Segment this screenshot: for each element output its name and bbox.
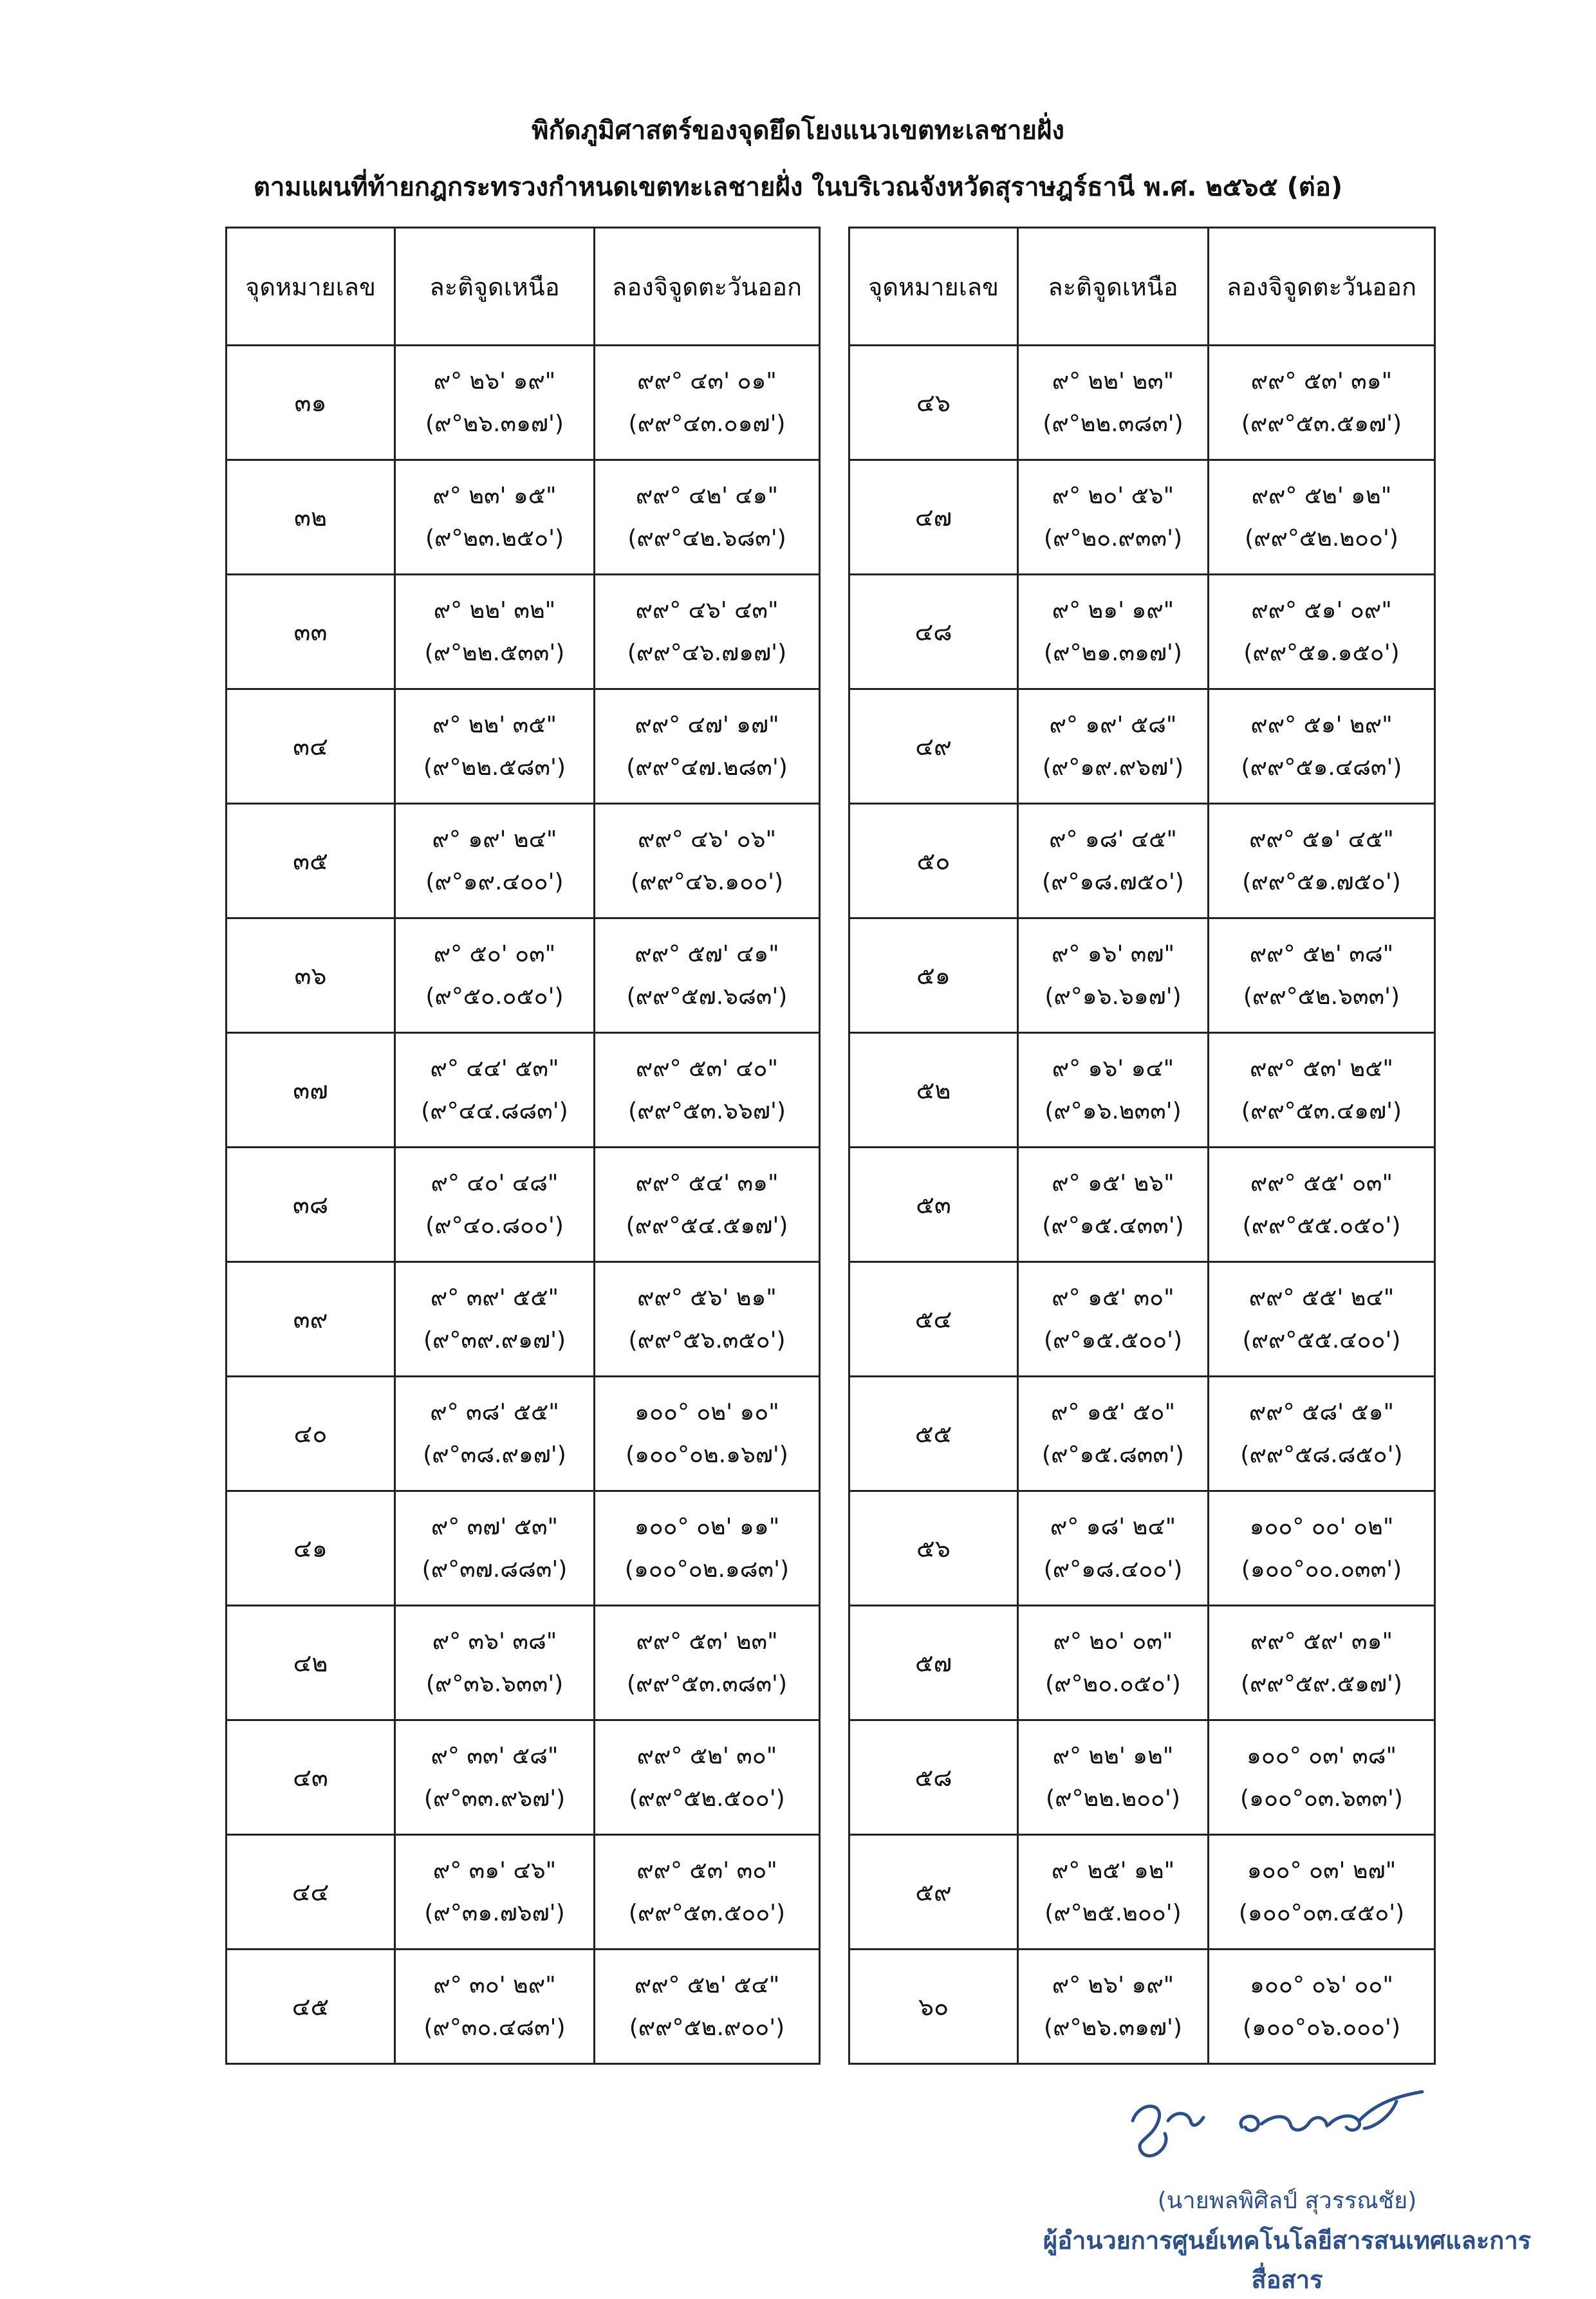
latitude-dms: ๙° ๑๕' ๒๖" [1052, 1169, 1174, 1196]
longitude-dms: ๙๙° ๕๒' ๓๘" [1249, 940, 1394, 967]
latitude-dms: ๙° ๓๙' ๕๕" [430, 1284, 559, 1311]
latitude-dms: ๙° ๒๒' ๑๒" [1052, 1742, 1174, 1769]
longitude-decimal: (๙๙°๕๓.๓๘๓') [626, 1670, 787, 1697]
point-number: ๔๔ [227, 1835, 395, 1950]
point-number: ๓๓ [227, 575, 395, 689]
latitude-cell [1018, 1377, 1209, 1491]
point-number: ๓๘ [227, 1148, 395, 1262]
latitude-dms: ๙° ๒๕' ๑๒" [1051, 1857, 1175, 1884]
longitude-decimal: (๙๙°๕๑.๗๕๐') [1242, 868, 1401, 895]
point-number: ๔๑ [227, 1491, 395, 1606]
longitude-decimal: (๑๐๐°๐๖.๐๐๐') [1243, 2014, 1400, 2041]
table-row [227, 1377, 820, 1491]
longitude-dms: ๙๙° ๕๕' ๐๓" [1250, 1169, 1393, 1196]
longitude-cell [1209, 1262, 1435, 1377]
latitude-decimal: (๙°๓๘.๙๑๗') [423, 1441, 566, 1468]
point-number: ๔๖ [849, 346, 1018, 460]
latitude-decimal: (๙°๓๙.๙๑๗') [423, 1326, 566, 1354]
longitude-dms: ๑๐๐° ๐๖' ๐๐" [1250, 1971, 1393, 1998]
point-number: ๓๗ [227, 1033, 395, 1148]
longitude-dms: ๙๙° ๕๓' ๓๑" [1250, 368, 1393, 395]
latitude-dms: ๙° ๒๒' ๒๓" [1052, 368, 1174, 395]
latitude-cell [1018, 1262, 1209, 1377]
longitude-dms: ๙๙° ๕๒' ๕๔" [634, 1971, 780, 1998]
longitude-cell [595, 1606, 820, 1720]
handwritten-signature [1120, 2082, 1480, 2166]
point-number: ๕๘ [849, 1720, 1018, 1835]
latitude-decimal: (๙°๑๖.๒๓๓') [1044, 1097, 1182, 1124]
table-row [849, 804, 1435, 918]
latitude-dms: ๙° ๒๐' ๕๖" [1052, 482, 1174, 509]
latitude-dms: ๙° ๔๐' ๔๘" [431, 1169, 559, 1196]
latitude-decimal: (๙°๒๒.๒๐๐') [1046, 1785, 1180, 1812]
point-number: ๕๗ [849, 1606, 1018, 1720]
longitude-cell [1209, 1720, 1435, 1835]
point-number: ๔๒ [227, 1606, 395, 1720]
latitude-decimal: (๙°๒๒.๕๘๓') [423, 754, 566, 781]
longitude-dms: ๑๐๐° ๐๒' ๑๑" [634, 1513, 780, 1540]
longitude-decimal: (๙๙°๕๔.๕๑๗') [626, 1212, 788, 1239]
longitude-decimal: (๙๙°๕๕.๔๐๐') [1242, 1326, 1401, 1354]
page-title: พิกัดภูมิศาสตร์ของจุดยึดโยงแนวเขตทะเลชายฝั่ง [532, 116, 1064, 145]
table-row [227, 1606, 820, 1720]
latitude-dms: ๙° ๑๖' ๑๔" [1052, 1055, 1174, 1082]
table-row [849, 1491, 1435, 1606]
latitude-decimal: (๙°๓๐.๔๘๓') [423, 2014, 566, 2041]
latitude-decimal: (๙°๑๙.๔๐๐') [425, 868, 564, 895]
longitude-decimal: (๑๐๐°๐๒.๑๖๗') [626, 1441, 788, 1468]
header-point-number: จุดหมายเลข [227, 228, 395, 346]
longitude-decimal: (๙๙°๕๕.๐๕๐') [1242, 1212, 1401, 1239]
longitude-decimal: (๙๙°๕๓.๕๑๗') [1241, 410, 1402, 437]
table-row [849, 1262, 1435, 1377]
longitude-decimal: (๙๙°๕๓.๖๖๗') [628, 1097, 786, 1124]
longitude-cell [1209, 1950, 1435, 2064]
latitude-cell [395, 1606, 595, 1720]
longitude-decimal: (๙๙°๕๗.๖๘๓') [626, 983, 788, 1010]
latitude-dms: ๙° ๓๗' ๕๓" [431, 1513, 559, 1540]
longitude-cell [1209, 575, 1435, 689]
point-number: ๕๑ [849, 918, 1018, 1033]
latitude-decimal: (๙°๒๓.๒๕๐') [425, 525, 564, 552]
latitude-decimal: (๙°๔๔.๘๘๓') [421, 1097, 568, 1124]
latitude-cell [1018, 346, 1209, 460]
latitude-dms: ๙° ๓๐' ๒๙" [433, 1971, 556, 1998]
latitude-cell [1018, 1950, 1209, 2064]
longitude-dms: ๙๙° ๔๖' ๐๖" [638, 826, 776, 853]
table-header-row [227, 228, 820, 346]
longitude-decimal: (๙๙°๕๘.๘๕๐') [1240, 1441, 1403, 1468]
longitude-cell [1209, 1835, 1435, 1950]
latitude-decimal: (๙°๓๗.๘๘๓') [422, 1556, 568, 1583]
point-number: ๕๖ [849, 1491, 1018, 1606]
longitude-dms: ๙๙° ๔๖' ๔๓" [635, 597, 779, 624]
longitude-dms: ๙๙° ๕๓' ๒๓" [636, 1628, 778, 1655]
point-number: ๕๔ [849, 1262, 1018, 1377]
latitude-dms: ๙° ๒๐' ๐๓" [1053, 1628, 1173, 1655]
longitude-decimal: (๑๐๐°๐๒.๑๘๓') [624, 1556, 790, 1583]
longitude-cell [595, 1377, 820, 1491]
latitude-dms: ๙° ๓๑' ๔๖" [432, 1857, 557, 1884]
latitude-cell [395, 689, 595, 804]
latitude-cell [1018, 1148, 1209, 1262]
longitude-decimal: (๙๙°๕๓.๕๐๐') [628, 1899, 786, 1926]
latitude-dms: ๙° ๒๒' ๓๕" [432, 711, 557, 738]
latitude-dms: ๙° ๑๘' ๔๕" [1049, 826, 1177, 853]
latitude-dms: ๙° ๓๓' ๕๘" [431, 1742, 559, 1769]
coordinate-table-left [225, 227, 821, 2065]
latitude-decimal: (๙°๑๘.๗๕๐') [1042, 868, 1184, 895]
point-number: ๕๓ [849, 1148, 1018, 1262]
table-row [849, 1148, 1435, 1262]
header-latitude: ละติจูดเหนือ [1018, 228, 1209, 346]
latitude-decimal: (๙°๒๒.๕๓๓') [424, 639, 565, 666]
longitude-dms: ๙๙° ๕๑' ๔๕" [1249, 826, 1394, 853]
header-longitude: ลองจิจูดตะวันออก [1209, 228, 1435, 346]
longitude-decimal: (๙๙°๔๒.๖๘๓') [627, 525, 786, 552]
latitude-decimal: (๙°๑๙.๙๖๗') [1042, 754, 1184, 781]
latitude-decimal: (๙°๒๖.๓๑๗') [1044, 2014, 1182, 2041]
latitude-decimal: (๙°๑๕.๘๓๓') [1042, 1441, 1184, 1468]
latitude-decimal: (๙°๓๑.๗๖๗') [424, 1899, 565, 1926]
point-number: ๔๕ [227, 1950, 395, 2064]
longitude-cell [595, 346, 820, 460]
latitude-dms: ๙° ๑๘' ๒๔" [1050, 1513, 1176, 1540]
longitude-cell [595, 460, 820, 575]
table-row [849, 1033, 1435, 1148]
table-row [227, 575, 820, 689]
latitude-decimal: (๙°๒๒.๓๘๓') [1043, 410, 1183, 437]
signer-name: (นายพลพิศิลป์ สุวรรณชัย) [1157, 2188, 1417, 2214]
header-longitude: ลองจิจูดตะวันออก [595, 228, 820, 346]
longitude-decimal: (๙๙°๕๑.๑๕๐') [1243, 639, 1400, 666]
longitude-decimal: (๙๙°๕๓.๔๑๗') [1241, 1097, 1402, 1124]
longitude-dms: ๑๐๐° ๐๐' ๐๒" [1249, 1513, 1394, 1540]
latitude-cell [395, 1262, 595, 1377]
latitude-decimal: (๙°๔๐.๘๐๐') [425, 1212, 564, 1239]
latitude-decimal: (๙°๑๘.๔๐๐') [1043, 1556, 1183, 1583]
longitude-cell [1209, 1491, 1435, 1606]
point-number: ๓๖ [227, 918, 395, 1033]
longitude-dms: ๑๐๐° ๐๓' ๒๗" [1247, 1857, 1396, 1884]
longitude-decimal: (๙๙°๔๖.๑๐๐') [630, 868, 784, 895]
latitude-decimal: (๙°๒๐.๙๓๓') [1043, 525, 1183, 552]
longitude-cell [595, 1033, 820, 1148]
longitude-cell [595, 689, 820, 804]
page-subtitle: ตามแผนที่ท้ายกฎกระทรวงกำหนดเขตทะเลชายฝั่ง ในบริเวณจังหวัดสุราษฎร์ธานี พ.ศ. ๒๕๖๕ (ต่อ) [253, 172, 1343, 202]
table-row [849, 460, 1435, 575]
latitude-dms: ๙° ๑๙' ๕๘" [1049, 711, 1177, 738]
latitude-dms: ๙° ๒๒' ๓๒" [433, 597, 556, 624]
table-row [227, 460, 820, 575]
latitude-decimal: (๙°๓๓.๙๖๗') [423, 1785, 566, 1812]
header-latitude: ละติจูดเหนือ [395, 228, 595, 346]
table-row [849, 1377, 1435, 1491]
latitude-cell [1018, 689, 1209, 804]
longitude-dms: ๑๐๐° ๐๒' ๑๐" [635, 1399, 779, 1426]
longitude-decimal: (๙๙°๔๖.๗๑๗') [627, 639, 787, 666]
longitude-decimal: (๙๙°๔๗.๒๘๓') [626, 754, 788, 781]
point-number: ๓๕ [227, 804, 395, 918]
latitude-cell [1018, 575, 1209, 689]
table-row [849, 1606, 1435, 1720]
table-row [849, 1720, 1435, 1835]
longitude-cell [1209, 1377, 1435, 1491]
table-row [227, 918, 820, 1033]
table-row [227, 1720, 820, 1835]
table-row [227, 1950, 820, 2064]
longitude-dms: ๙๙° ๔๓' ๐๑" [637, 368, 777, 395]
latitude-cell [395, 1491, 595, 1606]
longitude-cell [1209, 460, 1435, 575]
longitude-dms: ๙๙° ๕๓' ๔๐" [635, 1055, 779, 1082]
longitude-decimal: (๙๙°๕๒.๙๐๐') [629, 2014, 785, 2041]
longitude-cell [595, 1491, 820, 1606]
latitude-cell [395, 1720, 595, 1835]
longitude-dms: ๙๙° ๕๒' ๑๒" [1251, 482, 1392, 509]
table-row [849, 346, 1435, 460]
latitude-decimal: (๙°๒๐.๐๕๐') [1045, 1670, 1181, 1697]
longitude-cell [595, 1720, 820, 1835]
longitude-cell [595, 804, 820, 918]
longitude-cell [1209, 1148, 1435, 1262]
longitude-decimal: (๙๙°๕๒.๕๐๐') [629, 1785, 785, 1812]
longitude-decimal: (๑๐๐°๐๓.๔๕๐') [1238, 1899, 1405, 1926]
header-point-number: จุดหมายเลข [849, 228, 1018, 346]
latitude-cell [395, 460, 595, 575]
longitude-cell [1209, 804, 1435, 918]
longitude-decimal: (๙๙°๕๑.๔๘๓') [1241, 754, 1402, 781]
longitude-cell [1209, 346, 1435, 460]
point-number: ๖๐ [849, 1950, 1018, 2064]
latitude-cell [395, 1950, 595, 2064]
point-number: ๔๙ [849, 689, 1018, 804]
longitude-dms: ๙๙° ๔๒' ๔๑" [635, 482, 779, 509]
longitude-dms: ๙๙° ๕๖' ๒๑" [637, 1284, 777, 1311]
longitude-cell [595, 1950, 820, 2064]
longitude-dms: ๙๙° ๔๗' ๑๗" [635, 711, 779, 738]
latitude-cell [1018, 1606, 1209, 1720]
longitude-decimal: (๙๙°๕๒.๒๐๐') [1245, 525, 1398, 552]
latitude-decimal: (๙°๒๑.๓๑๗') [1044, 639, 1182, 666]
longitude-dms: ๙๙° ๕๑' ๒๙" [1250, 711, 1393, 738]
latitude-cell [1018, 918, 1209, 1033]
longitude-dms: ๙๙° ๕๕' ๒๔" [1248, 1284, 1395, 1311]
latitude-cell [395, 1033, 595, 1148]
latitude-decimal: (๙°๒๖.๓๑๗') [425, 410, 564, 437]
point-number: ๔๐ [227, 1377, 395, 1491]
coordinate-table-right [848, 227, 1436, 2065]
latitude-decimal: (๙°๑๖.๖๑๗') [1044, 983, 1182, 1010]
longitude-cell [595, 918, 820, 1033]
longitude-cell [1209, 918, 1435, 1033]
point-number: ๕๒ [849, 1033, 1018, 1148]
point-number: ๕๐ [849, 804, 1018, 918]
point-number: ๕๕ [849, 1377, 1018, 1491]
table-row [849, 1950, 1435, 2064]
longitude-decimal: (๙๙°๕๖.๓๕๐') [628, 1326, 786, 1354]
longitude-dms: ๙๙° ๕๙' ๓๑" [1250, 1628, 1393, 1655]
longitude-dms: ๙๙° ๕๒' ๓๐" [636, 1742, 777, 1769]
longitude-decimal: (๑๐๐°๐๐.๐๓๓') [1241, 1556, 1402, 1583]
longitude-decimal: (๑๐๐°๐๓.๖๓๓') [1240, 1785, 1403, 1812]
latitude-dms: ๙° ๒๖' ๑๙" [1052, 1971, 1174, 1998]
latitude-dms: ๙° ๔๔' ๕๓" [430, 1055, 559, 1082]
longitude-cell [595, 575, 820, 689]
latitude-dms: ๙° ๒๑' ๑๙" [1052, 597, 1174, 624]
latitude-dms: ๙° ๑๖' ๓๗" [1051, 940, 1175, 967]
longitude-cell [1209, 1606, 1435, 1720]
table-row [227, 1148, 820, 1262]
latitude-cell [395, 804, 595, 918]
longitude-dms: ๙๙° ๕๗' ๔๑" [635, 940, 779, 967]
latitude-dms: ๙° ๕๐' ๐๓" [433, 940, 556, 967]
latitude-cell [395, 1835, 595, 1950]
latitude-dms: ๙° ๒๖' ๑๙" [433, 368, 556, 395]
latitude-cell [395, 575, 595, 689]
longitude-dms: ๙๙° ๕๓' ๒๕" [1250, 1055, 1393, 1082]
point-number: ๓๒ [227, 460, 395, 575]
latitude-cell [395, 346, 595, 460]
longitude-decimal: (๙๙°๔๓.๐๑๗') [628, 410, 786, 437]
latitude-cell [1018, 1720, 1209, 1835]
table-row [849, 689, 1435, 804]
latitude-dms: ๙° ๑๕' ๕๐" [1050, 1399, 1176, 1426]
point-number: ๓๙ [227, 1262, 395, 1377]
table-header-row [849, 228, 1435, 346]
latitude-cell [395, 918, 595, 1033]
longitude-dms: ๙๙° ๕๘' ๕๑" [1248, 1399, 1395, 1426]
longitude-dms: ๙๙° ๕๓' ๓๐" [636, 1857, 777, 1884]
latitude-cell [395, 1377, 595, 1491]
latitude-cell [1018, 1835, 1209, 1950]
latitude-decimal: (๙°๑๕.๔๓๓') [1042, 1212, 1184, 1239]
longitude-decimal: (๙๙°๕๒.๖๓๓') [1243, 983, 1400, 1010]
table-row [227, 1835, 820, 1950]
latitude-decimal: (๙°๓๖.๖๓๓') [425, 1670, 564, 1697]
table-row [227, 1262, 820, 1377]
table-row [227, 1033, 820, 1148]
latitude-dms: ๙° ๑๕' ๓๐" [1052, 1284, 1174, 1311]
latitude-decimal: (๙°๑๕.๕๐๐') [1043, 1326, 1183, 1354]
longitude-cell [595, 1148, 820, 1262]
latitude-cell [1018, 804, 1209, 918]
latitude-dms: ๙° ๑๙' ๒๔" [432, 826, 557, 853]
longitude-dms: ๙๙° ๕๑' ๐๙" [1251, 597, 1392, 624]
table-row [227, 689, 820, 804]
table-row [849, 1835, 1435, 1950]
longitude-decimal: (๙๙°๕๙.๕๑๗') [1241, 1670, 1402, 1697]
table-row [849, 575, 1435, 689]
latitude-cell [1018, 1491, 1209, 1606]
latitude-cell [395, 1148, 595, 1262]
point-number: ๓๔ [227, 689, 395, 804]
point-number: ๔๘ [849, 575, 1018, 689]
longitude-cell [1209, 1033, 1435, 1148]
point-number: ๕๙ [849, 1835, 1018, 1950]
point-number: ๔๓ [227, 1720, 395, 1835]
longitude-cell [1209, 689, 1435, 804]
signer-position: ผู้อำนวยการศูนย์เทคโนโลยีสารสนเทศและการสื่อสาร [1043, 2226, 1532, 2294]
latitude-decimal: (๙°๕๐.๐๕๐') [425, 983, 564, 1010]
table-row [227, 1491, 820, 1606]
point-number: ๔๗ [849, 460, 1018, 575]
latitude-dms: ๙° ๒๓' ๑๕" [432, 482, 557, 509]
latitude-dms: ๙° ๓๘' ๕๕" [430, 1399, 559, 1426]
point-number: ๓๑ [227, 346, 395, 460]
longitude-cell [595, 1262, 820, 1377]
table-row [849, 918, 1435, 1033]
latitude-cell [1018, 1033, 1209, 1148]
table-row [227, 346, 820, 460]
table-row [227, 804, 820, 918]
longitude-cell [595, 1835, 820, 1950]
longitude-dms: ๙๙° ๕๔' ๓๑" [635, 1169, 779, 1196]
latitude-cell [1018, 460, 1209, 575]
latitude-dms: ๙° ๓๖' ๓๘" [432, 1628, 557, 1655]
latitude-decimal: (๙°๒๕.๒๐๐') [1044, 1899, 1182, 1926]
longitude-dms: ๑๐๐° ๐๓' ๓๘" [1246, 1742, 1397, 1769]
